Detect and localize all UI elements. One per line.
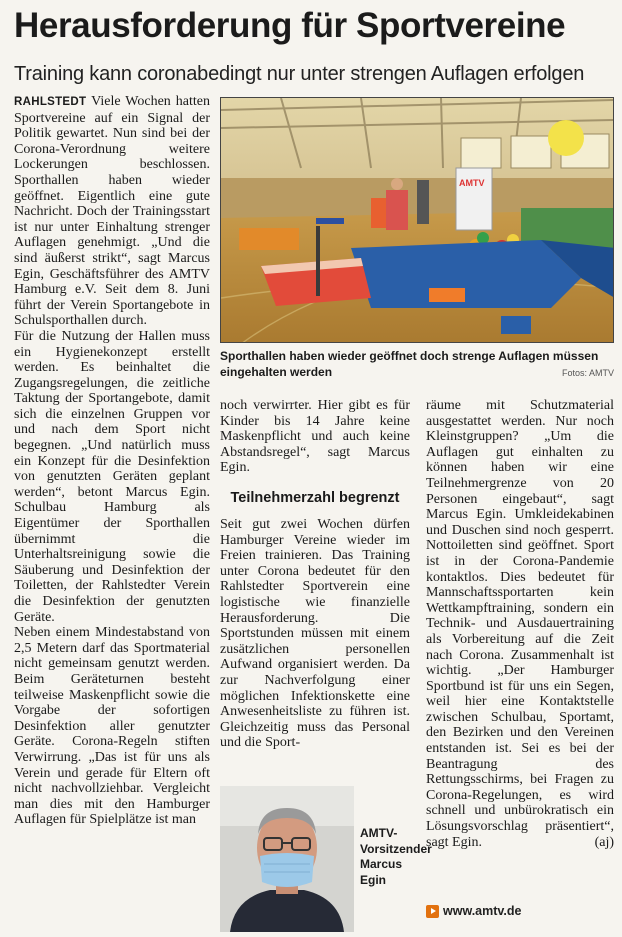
article-column-2 — [220, 398, 410, 783]
photo-caption: Sporthallen haben wieder geöffnet doch strenge Auflagen müssen eingehalten werden — [220, 349, 599, 379]
gym-photo-illustration — [221, 98, 614, 343]
paragraph — [426, 398, 614, 850]
article-subheadline: Training kann coronabedingt nur unter strengen Auflagen erfolgen — [14, 63, 585, 85]
article-headline: Herausforderung für Sportvereine — [14, 6, 566, 45]
gym-photo — [220, 97, 614, 343]
arrow-right-icon — [426, 905, 439, 918]
portrait-caption: AMTV-Vorsitzender Marcus Egin — [360, 826, 432, 887]
website-link[interactable] — [426, 904, 522, 918]
portrait-photo — [220, 786, 354, 932]
paragraph: Für die Nutzung der Hallen muss ein Hygienekonzept erstellt werden. Es beinhaltet die Zugangsregelungen, die zeitliche Taktung der Sportangebote, damit sich die einzelnen Gruppen vor und nach dem Sport nicht begegnen. „Und natürlich muss ein Konzept für die Desinfektion von genutzten Geräten geplant werden“, betont Marcus Egin. Schulbau Hamburg als Eigentümer der Sporthallen übernimmt die Unterhaltsreinigung sowie die Säuberung und Desinfektion der Toiletten, der Rahlstedter Verein die Desinfektion der genutzten Geräte. — [14, 328, 210, 625]
paragraph — [14, 94, 210, 329]
article-column-1 — [14, 94, 210, 932]
dateline: RAHLSTEDT — [14, 96, 87, 108]
photo-credit: Fotos: AMTV — [561, 368, 614, 378]
portrait-illustration — [220, 786, 354, 932]
article-column-3 — [426, 398, 614, 928]
paragraph-text: Viele Wochen hatten Sportvereine auf ein Signal der Politik gewartet. Nun sind bei der Corona-Verordnung weitere Lockerungen beschlossen. Sporthallen haben wieder geöffnet. Eigentlich eine gute Nachricht. Doch der Trainingsstart ist nur unter Einhaltung strenger Auflagen genehmigt. „Und die sind äußerst strikt“, sagt Marcus Egin, Geschäftsführer des AMTV Hamburg e.V. Seit dem 8. Juni führt der Verein Sportangebote in Schulsporthallen durch. — [14, 94, 210, 329]
website-link-text[interactable]: www.amtv.de — [443, 904, 522, 918]
paragraph: Neben einem Mindestabstand von 2,5 Metern darf das Sportmaterial nicht gemeinsam genutzt werden. Beim Geräteturnen besteht teilweise Maskenpflicht sowie die Vorgabe der sofortigen Desinfektion aller genutzter Geräte. Corona-Regeln stiften Verwirrung. „Das ist für uns als Verein und gerade für Eltern oft nicht nachvollziehbar. Vergleicht man dies mit den Hamburger Auflagen für Spielplätze ist man — [14, 625, 210, 828]
section-subheading: Teilnehmerzahl begrenzt — [230, 489, 400, 506]
paragraph-text: räume mit Schutzmaterial ausgestattet werden. Nur noch Kleinstgruppen? „Um die Auflagen gut einhalten zu können haben wir eine Teilnehmergrenze von 20 Personen eingebaut“, sagt Marcus Egin. Umkleidekabinen und Duschen sind noch gesperrt. Nottoiletten sind geöffnet. Sport ist in der Corona-Pandemie kontaktlos. Dies bedeutet für Mannschaftssportarten kein Wettkampftraining, sondern ein Technik- und Ausdauertraining als Vorbereitung auf die Zeit nach Corona. Zusammenhalt ist wichtig. „Der Hamburger Sportbund ist für uns ein Segen, weil hier eine Kontaktstelle zwischen Schulbau, Sportamt, den Bezirken und den Vereinen entstanden ist. Sei es bei der Beantragung des Rettungsschirms, bei Fragen zu Corona-Regelungen, es wird schnell und unbürokratisch ein Lösungsvorschlag präsentiert“, sagt Egin. — [426, 398, 614, 850]
paragraph: Seit gut zwei Wochen dürfen Hamburger Vereine wieder im Freien trainieren. Das Training unter Corona bedeutet für den Rahlstedter Sportverein eine logistische wie finanzielle Herausforderung. Die Sportstunden müssen mit einem zusätzlichen personellen Aufwand organisiert werden. Da zur Nachverfolgung einer möglichen Infektionskette eine Anwesenheitsliste zu führen ist. Gleichzeitig muss das Personal und die Sport- — [220, 516, 410, 751]
author-tag: (aj) — [594, 834, 614, 850]
banner-text: AMTV — [459, 178, 485, 188]
paragraph: noch verwirrter. Hier gibt es für Kinder bis 14 Jahre keine Maskenpflicht und auch keine Abstandsregel“, sagt Marcus Egin. — [220, 398, 410, 476]
